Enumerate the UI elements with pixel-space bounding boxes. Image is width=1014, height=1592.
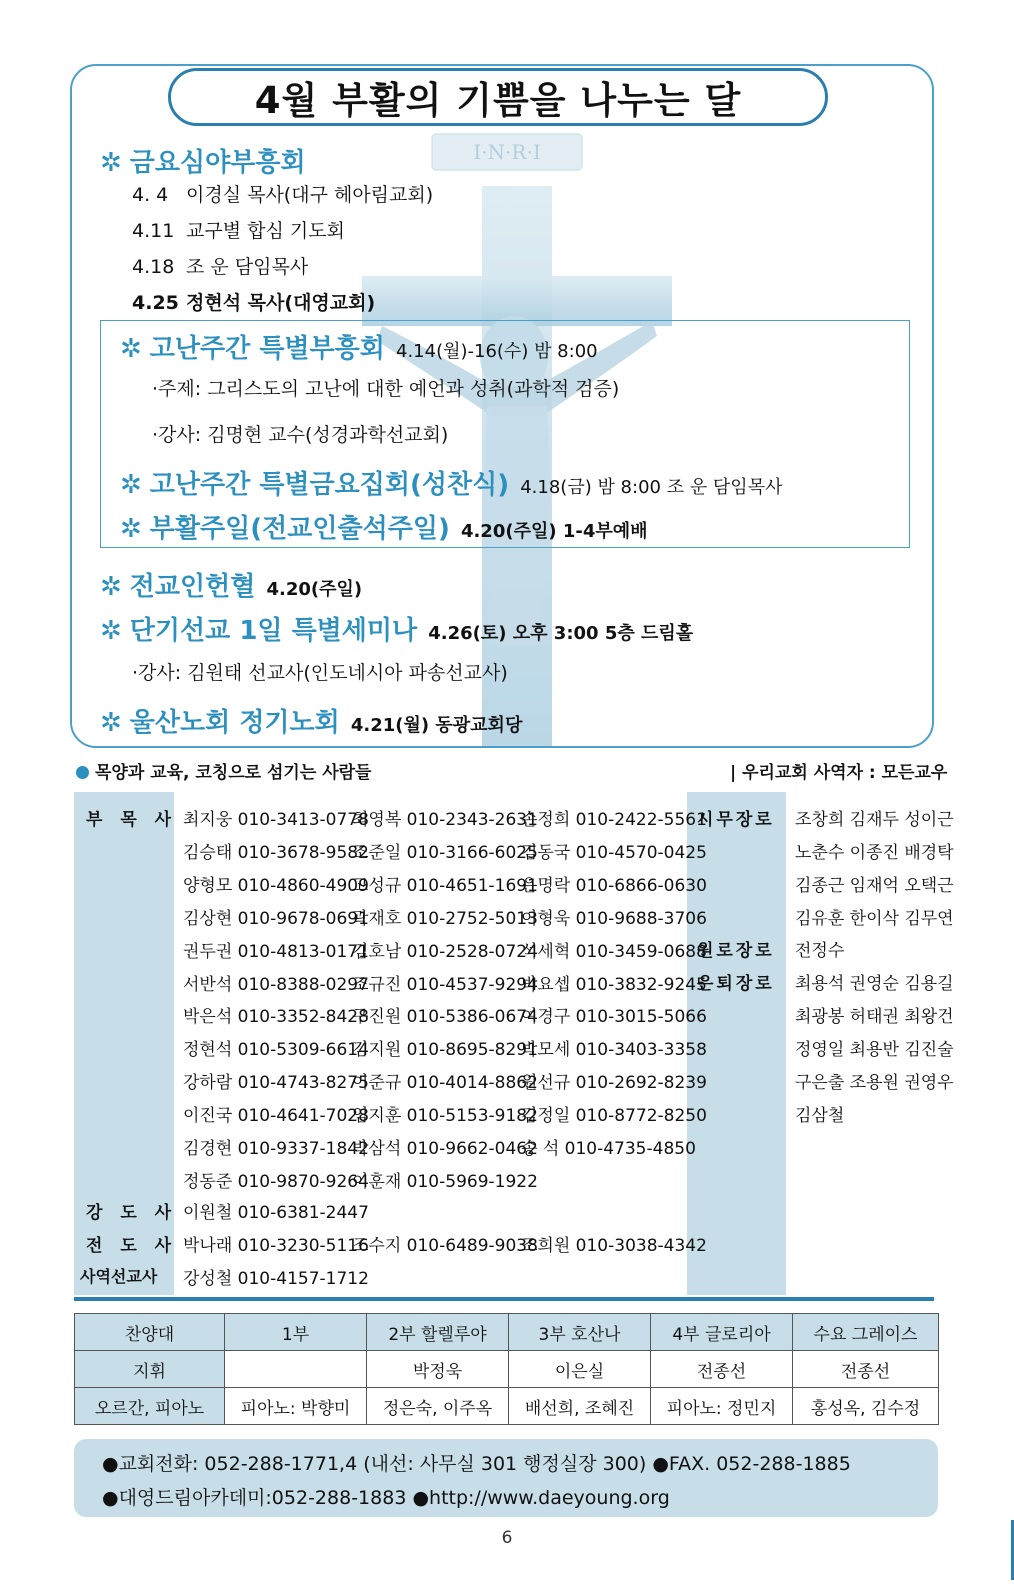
passion-revival-heading: ✲ 고난주간 특별부흥회 4.14(월)-16(수) 밤 8:00	[120, 334, 598, 364]
associate-pastor-entry: 최지웅 010-3413-0778	[183, 810, 369, 830]
table-row	[75, 1314, 939, 1351]
bullet-icon	[76, 766, 89, 779]
friday-revival-title: 금요심야부흥회	[129, 148, 306, 178]
staff-section-right-heading: | 우리교회 사역자 : 모든교우	[730, 763, 948, 783]
asterisk-flower-icon: ✲	[100, 616, 122, 646]
associate-pastor-entry: 최영복 010-2343-2631	[352, 810, 538, 830]
elder-active-row: 김유훈 한이삭 김무연	[795, 909, 954, 929]
elder-retired-row: 정영일 최용반 김진술	[795, 1040, 954, 1060]
passion-theme: ·주제: 그리스도의 고난에 대한 예언과 성취(과학적 검증)	[152, 378, 620, 400]
friday-revival-heading	[100, 142, 306, 179]
contact-web-line[interactable]: ●대영드림아카데미:052-288-1883 ●http://www.daeyoung.org	[102, 1487, 670, 1509]
missionary-entry: 강성철 010-4157-1712	[183, 1269, 369, 1289]
contact-box	[74, 1439, 938, 1517]
easter-heading: ✲ 부활주일(전교인출석주일) 4.20(주일) 1-4부예배	[120, 514, 648, 544]
associate-pastor-entry: 이진국 010-4641-7028	[183, 1106, 369, 1127]
associate-pastor-entry: 은명락 010-6866-0630	[521, 875, 707, 896]
table-cell: 3부 호산나	[509, 1314, 651, 1351]
associate-pastor-entry: 박은석 010-3352-8428	[183, 1007, 369, 1028]
associate-pastor-entry: 조규진 010-4537-9294	[352, 974, 538, 995]
page-number: 6	[501, 1528, 513, 1548]
table-cell: 4부 글로리아	[651, 1314, 793, 1351]
associate-pastor-entry: 김승태 010-3678-9582	[183, 842, 369, 863]
elder-retired-row: 최용석 권영순 김용길	[795, 974, 954, 994]
page-title-text: 4월 부활의 기쁨을 나누는 달	[254, 79, 742, 122]
choir-table	[74, 1313, 939, 1425]
table-cell: 찬양대	[75, 1314, 225, 1351]
associate-pastor-entry: 김지원 010-8695-8291	[352, 1040, 538, 1061]
elder-retired-row: 구은출 조용원 권영우	[795, 1073, 954, 1093]
table-row	[75, 1388, 939, 1425]
role-elder-retired: 은퇴장로	[697, 974, 775, 994]
associate-pastor-entry: 곽재호 010-2752-5013	[352, 908, 538, 929]
role-elder-emeritus: 원로장로	[697, 941, 775, 961]
table-cell	[225, 1351, 367, 1388]
asterisk-flower-icon: ✲	[100, 708, 122, 738]
associate-pastor-entry: 고성규 010-4651-1691	[352, 875, 538, 896]
events-box	[70, 64, 934, 748]
section-divider	[74, 1297, 934, 1301]
role-lecture-evangelist: 강 도 사	[86, 1203, 178, 1223]
role-missionary: 사역선교사	[80, 1267, 158, 1286]
asterisk-flower-icon: ✲	[100, 148, 122, 178]
associate-pastor-entry: 강하람 010-4743-8275	[183, 1073, 369, 1094]
asterisk-flower-icon: ✲	[120, 470, 142, 500]
table-cell: 배선희, 조혜진	[509, 1388, 651, 1425]
associate-pastor-entry: 김상현 010-9678-0691	[183, 908, 369, 929]
list-item: 4. 4 이경실 목사(대구 헤아림교회)	[132, 184, 434, 206]
list-item: 4.18 조 운 담임목사	[132, 256, 309, 278]
list-item: 4.11 교구별 합심 기도회	[132, 220, 345, 242]
associate-pastor-entry: 김동국 010-4570-0425	[521, 842, 707, 863]
table-cell: 홍성옥, 김수정	[793, 1388, 939, 1425]
associate-pastor-entry: 김정일 010-8772-8250	[521, 1106, 707, 1127]
mission-speaker: ·강사: 김원태 선교사(인도네시아 파송선교사)	[132, 662, 508, 684]
table-cell: 2부 할렐루야	[367, 1314, 509, 1351]
inri-sign: I·N·R·I	[473, 140, 541, 164]
associate-pastor-entry: 박요셉 010-3832-9245	[521, 974, 707, 995]
table-cell: 이은실	[509, 1351, 651, 1388]
associate-pastor-entry: 이형욱 010-9688-3706	[521, 908, 707, 929]
associate-pastor-entry: 서반석 010-8388-0297	[183, 974, 369, 995]
table-cell: 지휘	[75, 1351, 225, 1388]
presbytery-heading: ✲ 울산노회 정기노회 4.21(월) 동광교회당	[100, 708, 523, 738]
associate-pastor-entry: 조준일 010-3166-6025	[352, 842, 538, 863]
table-row	[75, 1351, 939, 1388]
associate-pastor-entry: 양형모 010-4860-4909	[183, 875, 369, 896]
table-cell: 오르간, 피아노	[75, 1388, 225, 1425]
associate-pastor-entry: 원선규 010-2692-8239	[521, 1073, 707, 1094]
associate-pastor-entry: 박삼석 010-9662-0462	[352, 1139, 538, 1159]
associate-pastor-entry: 송 석 010-4735-4850	[521, 1139, 696, 1159]
role-elder-active: 시무장로	[697, 810, 775, 830]
table-cell: 피아노: 박향미	[225, 1388, 367, 1425]
lecture-evangelist-entry: 이원철 010-6381-2447	[183, 1203, 369, 1223]
passion-speaker: ·강사: 김명현 교수(성경과학선교회)	[152, 424, 449, 446]
asterisk-flower-icon: ✲	[100, 572, 122, 602]
associate-pastor-entry: 김경현 010-9337-1842	[183, 1139, 369, 1159]
evangelist-entry: 박나래 010-3230-5116	[183, 1236, 369, 1256]
asterisk-flower-icon: ✲	[120, 334, 142, 364]
associate-pastor-entry: 박모세 010-3403-3358	[521, 1040, 707, 1061]
associate-pastor-entry: 정동준 010-9870-9264	[183, 1171, 369, 1192]
associate-pastor-entry: 이준규 010-4014-8862	[352, 1073, 538, 1094]
table-cell: 박정욱	[367, 1351, 509, 1388]
elder-active-row: 노춘수 이종진 배경탁	[795, 843, 954, 863]
role-associate-pastor: 부 목 사	[86, 810, 178, 830]
blood-drive-heading: ✲ 전교인헌혈 4.20(주일)	[100, 572, 363, 602]
table-cell: 피아노: 정민지	[651, 1388, 793, 1425]
associate-pastor-entry: 손정희 010-2422-5561	[521, 810, 707, 830]
table-cell: 1부	[225, 1314, 367, 1351]
contact-phone-line: ●교회전화: 052-288-1771,4 (내선: 사무실 301 행정실장 300) ●FAX. 052-288-1885	[102, 1453, 851, 1475]
associate-pastor-entry: 여경구 010-3015-5066	[521, 1007, 707, 1028]
elder-emeritus-row: 전정수	[795, 941, 845, 961]
staff-section-heading: 목양과 교육, 코칭으로 섬기는 사람들	[76, 758, 371, 783]
list-item: 4.25 정현석 목사(대영교회)	[132, 292, 376, 314]
associate-pastor-entry: 정현석 010-5309-6614	[183, 1040, 369, 1061]
elder-active-row: 김종근 임재억 오택근	[795, 876, 954, 896]
table-cell: 전종선	[793, 1351, 939, 1388]
asterisk-flower-icon: ✲	[120, 514, 142, 544]
associate-pastor-entry: 권두권 010-4813-0171	[183, 941, 369, 962]
evangelist-entry: 조수지 010-6489-9038	[352, 1236, 538, 1256]
associate-pastor-entry: 석세혁 010-3459-0688	[521, 941, 707, 962]
role-evangelist: 전 도 사	[86, 1236, 178, 1256]
table-cell: 수요 그레이스	[793, 1314, 939, 1351]
associate-pastor-entry: 구진원 010-5386-0674	[352, 1007, 538, 1028]
passion-friday-heading: ✲ 고난주간 특별금요집회(성찬식) 4.18(금) 밤 8:00 조 운 담임목사	[120, 470, 783, 500]
associate-pastor-entry: 임지훈 010-5153-9182	[352, 1106, 538, 1127]
elder-active-row: 조창희 김재두 성이근	[795, 810, 954, 830]
mission-seminar-heading: ✲ 단기선교 1일 특별세미나 4.26(토) 오후 3:00 5층 드림홀	[100, 616, 694, 646]
associate-pastor-entry: 이훈재 010-5969-1922	[352, 1171, 538, 1192]
page-title	[168, 68, 828, 126]
associate-pastor-entry: 김호남 010-2528-0724	[352, 941, 538, 962]
table-cell: 정은숙, 이주옥	[367, 1388, 509, 1425]
table-cell: 전종선	[651, 1351, 793, 1388]
elder-retired-row: 최광봉 허태권 최왕건	[795, 1007, 954, 1027]
evangelist-entry: 조희원 010-3038-4342	[521, 1236, 707, 1256]
elder-retired-row: 김삼철	[795, 1106, 845, 1126]
